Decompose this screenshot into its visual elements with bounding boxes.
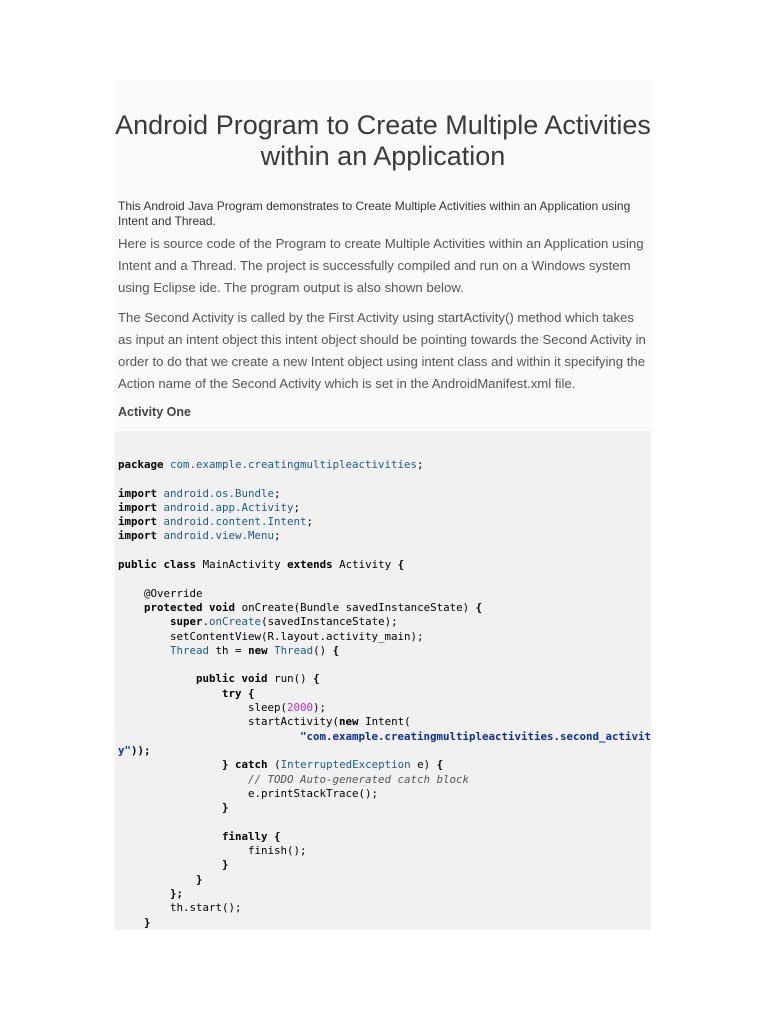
code-token: 2000 <box>287 701 314 715</box>
code-token: th = <box>215 643 242 657</box>
article-title: Android Program to Create Multiple Activities within an Application <box>115 110 651 171</box>
code-listing <box>115 431 651 930</box>
code-token: onCreate(Bundle savedInstanceState) <box>241 600 470 614</box>
code-token: finally <box>222 829 268 843</box>
code-token: android.content.Intent <box>163 515 307 529</box>
code-token: import <box>118 500 158 514</box>
article-paragraph-1: Here is source code of the Program to create Multiple Activities within an Application using Intent and a Thread. The project is successfully compiled and run on a Windows system using Eclipse ide. The program output is also shown below. <box>118 236 644 295</box>
code-token: import <box>118 486 158 500</box>
code-token: com.example.creatingmultipleactivities <box>170 458 418 471</box>
code-token: protected <box>144 600 203 614</box>
section-heading: Activity One <box>118 405 191 419</box>
code-token: super <box>170 615 203 629</box>
code-token: Intent( <box>365 715 411 729</box>
code-token: android.app.Activity <box>163 500 294 514</box>
code-token: )); <box>131 743 151 757</box>
code-token: th.start(); <box>170 901 242 915</box>
code-text: package com.example.creatingmultipleactivities; import android.os.Bundle; import android.app.Activity; import android.content.Intent; import android.view.Menu; public class MainActivity extends Activity { @Override protected void onCreate(Bundle savedInstanceState) { super.onCreate(savedInstanceState); setContentView(R.layout.activity_main); Thread th = new Thread() { public void run() { try { sleep(2000); startActivity(new Intent( "com.example.creatingmultipleactivities.second_activit y")); } catch (InterruptedException e) { // TODO Auto-generated catch block e.printStackTrace(); } finally { finish(); } } }; th.start(); } <box>118 458 651 929</box>
code-token: android.view.Menu <box>163 529 275 543</box>
code-token: void <box>241 672 268 686</box>
code-token: e) <box>417 758 431 772</box>
code-token: Thread <box>274 643 314 657</box>
code-token: (savedInstanceState); <box>261 615 398 629</box>
code-token: Activity <box>339 558 392 572</box>
code-token: catch <box>235 758 268 772</box>
code-token: y" <box>118 743 132 757</box>
code-token: @Override <box>144 586 203 600</box>
code-token: "com.example.creatingmultipleactivities.second_activit <box>300 729 651 743</box>
code-token: void <box>209 600 236 614</box>
code-token: run() <box>274 672 307 686</box>
document-page <box>115 80 651 950</box>
code-token: extends <box>287 558 333 572</box>
code-token: Thread <box>170 643 210 657</box>
code-token: public <box>118 558 158 572</box>
code-token: class <box>163 558 197 572</box>
code-token: package <box>118 458 164 471</box>
code-token: sleep( <box>248 701 288 715</box>
code-token: startActivity( <box>248 715 340 729</box>
code-token: setContentView(R.layout.activity_main); <box>170 629 424 643</box>
code-token: onCreate <box>209 615 262 629</box>
code-token: public <box>196 672 236 686</box>
article-header <box>115 80 651 430</box>
code-token: new <box>248 643 268 657</box>
article-intro: This Android Java Program demonstrates to Create Multiple Activities within an Application using Intent and Thread. <box>118 199 631 228</box>
code-token: android.os.Bundle <box>163 486 275 500</box>
code-token: ); <box>313 701 327 715</box>
article-paragraph-2: The Second Activity is called by the First Activity using startActivity() method which takes as input an intent object this intent object should be pointing towards the Second Activity in order to do that we create a new Intent object using intent class and within it specifying the Action name of the Second Activity which is set in the AndroidManifest.xml file. <box>118 310 646 391</box>
code-token: try <box>222 686 242 700</box>
code-token: finish(); <box>248 844 307 858</box>
code-token: MainActivity <box>202 558 281 572</box>
code-token: InterruptedException <box>280 758 411 772</box>
code-token: new <box>339 715 359 729</box>
code-token: import <box>118 515 158 529</box>
code-token: // TODO Auto-generated catch block <box>248 772 470 786</box>
code-token: e.printStackTrace(); <box>248 786 379 800</box>
code-token: import <box>118 529 158 543</box>
